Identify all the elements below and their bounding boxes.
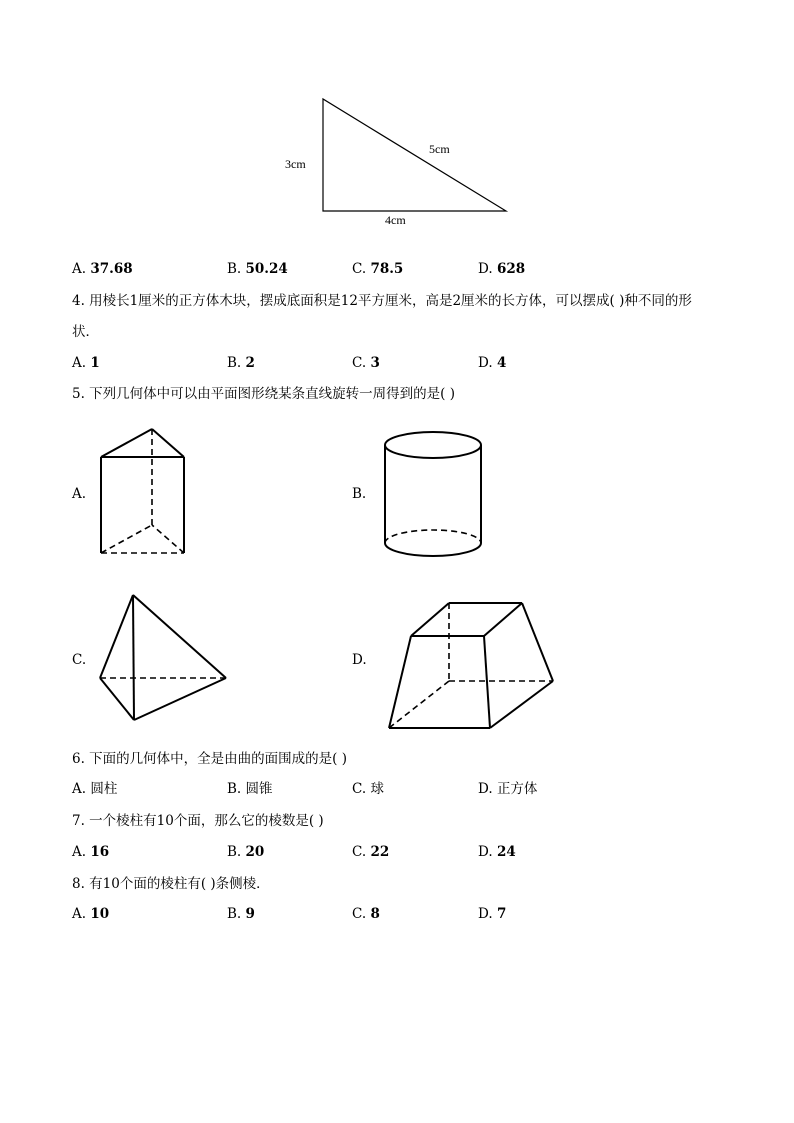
q8-question: 8. 有10个面的棱柱有( )条侧棱． xyxy=(72,876,270,892)
side-label-3cm: 3cm xyxy=(285,157,306,171)
q7-question: 7. 一个棱柱有10个面，那么它的棱数是( ) xyxy=(72,813,324,829)
side-label-5cm: 5cm xyxy=(429,142,450,156)
q5-option-a-label[interactable]: A. xyxy=(72,486,87,502)
q5-option-d-label[interactable]: D. xyxy=(352,652,367,668)
q7-option-a[interactable]: A. 16 xyxy=(72,844,110,860)
side-label-4cm: 4cm xyxy=(385,213,406,227)
q6-option-b[interactable]: B. 圆锥 xyxy=(227,781,273,797)
q4-option-a[interactable]: A. 1 xyxy=(72,355,100,371)
q5-option-b-label[interactable]: B. xyxy=(352,486,367,502)
q7-option-c[interactable]: C. 22 xyxy=(352,844,390,860)
right-triangle-figure xyxy=(0,0,794,240)
q4-option-d[interactable]: D. 4 xyxy=(478,355,507,371)
q4-option-c[interactable]: C. 3 xyxy=(352,355,380,371)
q8-option-d[interactable]: D. 7 xyxy=(478,906,507,922)
q8-option-c[interactable]: C. 8 xyxy=(352,906,380,922)
q8-option-a[interactable]: A. 10 xyxy=(72,906,110,922)
q3-option-a[interactable]: A. 37.68 xyxy=(72,261,133,277)
q7-option-d[interactable]: D. 24 xyxy=(478,844,516,860)
q6-question: 6. 下面的几何体中，全是由曲的面围成的是( ) xyxy=(72,751,347,767)
q3-option-d[interactable]: D. 628 xyxy=(478,261,526,277)
q6-option-c[interactable]: C. 球 xyxy=(352,781,384,797)
q6-option-d[interactable]: D. 正方体 xyxy=(478,781,538,797)
q5-question: 5. 下列几何体中可以由平面图形绕某条直线旋转一周得到的是( ) xyxy=(72,386,455,402)
q6-option-a[interactable]: A. 圆柱 xyxy=(72,781,118,797)
q4-question-line2: 状． xyxy=(72,324,99,340)
pyramid-figure xyxy=(95,590,235,730)
frustum-figure xyxy=(385,598,565,738)
q3-option-b[interactable]: B. 50.24 xyxy=(227,261,288,277)
q8-option-b[interactable]: B. 9 xyxy=(227,906,255,922)
cylinder-figure xyxy=(380,425,500,565)
q4-option-b[interactable]: B. 2 xyxy=(227,355,255,371)
q3-option-c[interactable]: C. 78.5 xyxy=(352,261,404,277)
triangular-prism-figure xyxy=(95,425,215,565)
q7-option-b[interactable]: B. 20 xyxy=(227,844,265,860)
q4-question-line1: 4. 用棱长1厘米的正方体木块，摆成底面积是12平方厘米，高是2厘米的长方体，可以摆成( )种不同的形 xyxy=(72,293,692,309)
q5-option-c-label[interactable]: C. xyxy=(72,652,87,668)
